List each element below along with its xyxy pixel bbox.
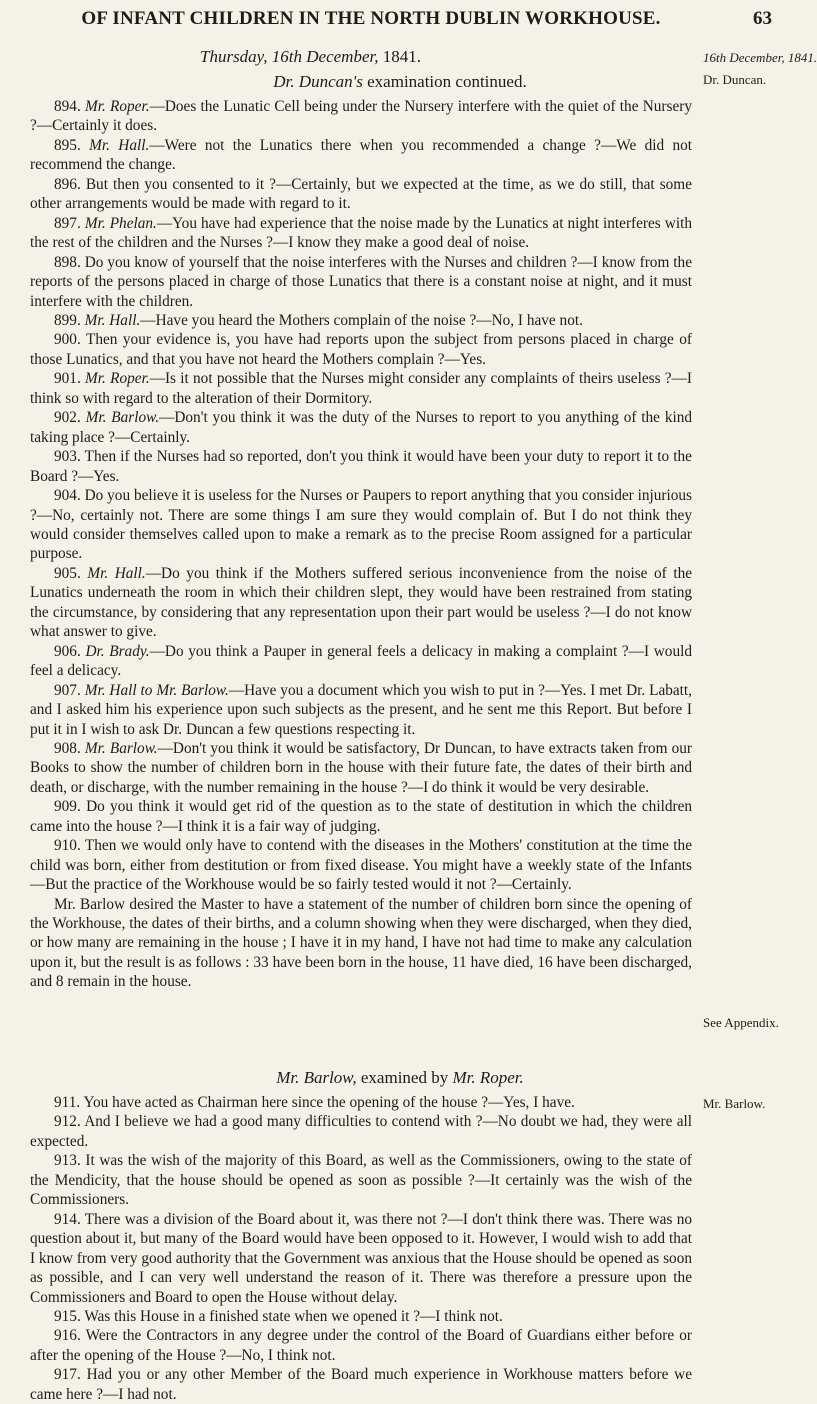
date-year: 1841. — [382, 47, 421, 66]
question-number: 905. — [54, 564, 81, 582]
testimony-text: There was a division of the Board about it, was there not ?—I don't think there was. There was no question about it, but many of the Board would have been opposed to it. However, I would wish to add that I know from very good authority that the Government was anxious that the House should be opened as soon as possible, and I can very well understand the reason of it. There was therefore a pressure upon the Commissioners and Board to open the House without delay. — [30, 1210, 692, 1306]
question-number: 904. — [54, 487, 81, 505]
testimony-text: —Don't you think it would be satisfactory, Dr Duncan, to have extracts taken from our Books to show the number of children born in the house with their future fate, the dates of their birth and death, or discharge, with the number remaining in the house ?—I do think it would be very desirable. — [30, 739, 692, 796]
question-number: 901. — [54, 370, 81, 388]
question-number: 895. — [54, 136, 81, 154]
testimony-text: —Have you heard the Mothers complain of the noise ?—No, I have not. — [140, 311, 583, 329]
testimony-text: Do you believe it is useless for the Nurses or Paupers to report anything that you consider injurious ?—No, certainly not. There are some things I am sure they would complain of. But I do not think they would consider themselves called upon to make a remark as to the precise Room assigned for a particular purpose. — [30, 487, 692, 563]
question-number: 908. — [54, 739, 81, 757]
speaker-name: Mr. Hall to Mr. Barlow. — [84, 681, 229, 699]
testimony-text: —Were not the Lunatics there when you recommended a change ?—We did not recommend the change. — [30, 136, 693, 174]
testimony-paragraph — [30, 564, 692, 642]
question-number: 898. — [54, 253, 81, 271]
testimony-text: —Don't you think it was the duty of the Nurses to report to you anything of the kind taking place ?—Certainly. — [30, 409, 693, 446]
testimony-paragraph — [30, 214, 692, 253]
testimony-text: But then you consented to it ?—Certainly, but we expected at the time, as we do still, that some other arrangements would be made with regard to it. — [30, 175, 692, 213]
testimony-text: —Do you think a Pauper in general feels a delicacy in making a complaint ?—I would feel a delicacy. — [30, 642, 692, 680]
testimony-paragraph — [30, 253, 692, 311]
testimony-paragraph — [30, 1326, 692, 1365]
testimony-paragraph — [30, 447, 692, 486]
speaker-name: Mr. Hall. — [89, 136, 150, 154]
testimony-text: Do you think it would get rid of the question as to the state of destitution in which the children came into the house ?—I think it is a fair way of judging. — [30, 798, 693, 835]
speaker-name: Dr. Brady. — [85, 642, 150, 660]
speaker-name: Mr. Hall. — [87, 564, 146, 582]
question-number: 910. — [54, 837, 81, 855]
testimony-block-b — [30, 1093, 692, 1404]
testimony-paragraph — [30, 681, 692, 739]
testimony-text: And I believe we had a good many difficulties to contend with ?—No doubt we had, they were all expected. — [30, 1113, 692, 1150]
testimony-paragraph — [30, 836, 692, 894]
marginal-see-appendix: See Appendix. — [703, 1015, 779, 1030]
testimony-text: Do you know of yourself that the noise interferes with the Nurses and children ?—I know from the reports of the persons placed in charge of those Lunatics that there is a constant noise at night, and it must interfere with the children. — [30, 253, 692, 310]
testimony-paragraph — [30, 1210, 692, 1307]
question-number: 912. — [54, 1113, 81, 1131]
question-number: 899. — [54, 311, 81, 329]
date-weekday: Thursday, — [200, 47, 268, 66]
subheading-rest: examination continued. — [367, 72, 527, 91]
testimony-text: Then we would only have to contend with the diseases in the Mothers' constitution at the time the child was born, either from destitution or from fixed disease. You might have a weekly state of the Infants—But the practice of the Workhouse would be so fairly tested would it not ?—Certainly. — [30, 837, 692, 894]
subheading-barlow — [0, 1068, 800, 1088]
marginal-witness-duncan: Dr. Duncan. — [703, 72, 767, 87]
running-title: OF INFANT CHILDREN IN THE NORTH DUBLIN WORKHOUSE. — [81, 8, 661, 29]
subheading-continued — [0, 72, 800, 92]
testimony-text: —Does the Lunatic Cell being under the Nursery interfere with the quiet of the Nursery ?—Certainly it does. — [30, 98, 692, 135]
speaker-name: Mr. Hall. — [84, 311, 141, 329]
testimony-paragraph — [30, 1365, 692, 1404]
testimony-text: —Have you a document which you wish to put in ?—Yes. I met Dr. Labatt, and I asked him his experience upon such subjects as the present, and he sent me this Report. But before I put it in I wish to ask Dr. Duncan a few questions respecting it. — [30, 681, 692, 738]
testimony-paragraph — [30, 136, 692, 175]
page-number: 63 — [753, 8, 772, 29]
testimony-paragraph — [30, 797, 692, 836]
question-number: 907. — [54, 681, 81, 699]
testimony-paragraph — [30, 311, 692, 330]
question-number: 914. — [54, 1210, 81, 1228]
speaker-name: Mr. Barlow. — [84, 739, 158, 757]
subheading-barlow-mid: examined by — [360, 1068, 449, 1087]
testimony-text: —You have had experience that the noise made by the Lunatics at night interferes with the rest of the children and the Nurses ?—I know they make a good deal of noise. — [30, 214, 692, 252]
testimony-paragraph — [30, 330, 692, 369]
testimony-text: Then if the Nurses had so reported, don't you think it would have been your duty to report it to the Board ?—Yes. — [30, 448, 692, 485]
testimony-paragraph — [30, 1112, 692, 1151]
running-head — [30, 8, 772, 32]
question-number: 896. — [54, 175, 81, 193]
testimony-text: —Do you think if the Mothers suffered serious inconvenience from the noise of the Lunatics underneath the room in which their children slept, they would have been restrained from stating the circumstance, by considering that any representation upon their part would be useless ?—I do not know what answer to give. — [30, 564, 693, 641]
question-number: 911. — [54, 1094, 81, 1111]
testimony-paragraph — [30, 369, 692, 408]
speaker-name: Mr. Phelan. — [84, 214, 157, 232]
speaker-name: Mr. Roper. — [85, 370, 150, 388]
testimony-paragraph — [30, 486, 692, 564]
marginal-witness-barlow: Mr. Barlow. — [703, 1096, 766, 1111]
question-number: 894. — [54, 98, 81, 115]
question-number: 917. — [54, 1366, 81, 1384]
speaker-name: Mr. Barlow. — [85, 409, 160, 427]
question-number: 915. — [54, 1307, 81, 1325]
subheading-barlow-witness: Mr. Barlow, — [276, 1068, 357, 1087]
testimony-text: Had you or any other Member of the Board much experience in Workhouse matters before we came here ?—I had not. — [30, 1366, 693, 1403]
testimony-text: Was this House in a finished state when we opened it ?—I think not. — [84, 1307, 503, 1325]
question-number: 906. — [54, 642, 81, 660]
date-day-month: 16th December, — [271, 47, 379, 66]
speaker-name: Mr. Roper. — [85, 98, 150, 115]
marginal-date: 16th December, 1841. — [703, 50, 817, 65]
question-number: 909. — [54, 798, 81, 816]
testimony-text: You have acted as Chairman here since the opening of the house ?—Yes, I have. — [83, 1094, 575, 1111]
testimony-paragraph — [30, 1307, 692, 1326]
testimony-block-a — [30, 97, 692, 992]
testimony-paragraph — [30, 408, 692, 447]
testimony-paragraph — [30, 1151, 692, 1209]
question-number: 903. — [54, 448, 81, 466]
question-number: 913. — [54, 1152, 81, 1170]
testimony-paragraph — [30, 642, 692, 681]
date-line — [200, 47, 421, 67]
question-number: 900. — [54, 331, 81, 349]
question-number: 902. — [54, 409, 81, 427]
testimony-paragraph — [30, 97, 692, 136]
subheading-barlow-examiner: Mr. Roper. — [452, 1068, 524, 1087]
testimony-text: It was the wish of the majority of this Board, as well as the Commissioners, owing to the state of the Mendicity, that the house should be opened as soon as possible ?—It certainly was the wish of the Commissioners. — [30, 1152, 692, 1209]
testimony-text: Were the Contractors in any degree under the control of the Board of Guardians either before or after the opening of the House ?—No, I think not. — [30, 1327, 692, 1364]
testimony-text: Mr. Barlow desired the Master to have a statement of the number of children born since the opening of the Workhouse, the dates of their births, and a column showing when they were discharged, when they died, or how many are remaining in the house ; I have it in my hand, I have not had time to make any calculation upon it, but the result is as follows : 33 have been born in the house, 11 have died, 16 have been discharged, and 8 remain in the house. — [30, 895, 692, 991]
testimony-text: Then your evidence is, you have had reports upon the subject from persons placed in charge of those Lunatics, and that you have not heard the Mothers complain ?—Yes. — [30, 331, 692, 368]
testimony-paragraph — [30, 895, 692, 992]
testimony-paragraph — [30, 1093, 692, 1112]
subheading-witness: Dr. Duncan's — [273, 72, 363, 91]
testimony-paragraph — [30, 175, 692, 214]
testimony-paragraph — [30, 739, 692, 797]
testimony-text: —Is it not possible that the Nurses might consider any complaints of theirs useless ?—I think so with regard to the alteration of their Dormitory. — [30, 370, 692, 407]
question-number: 897. — [54, 214, 81, 232]
question-number: 916. — [54, 1327, 81, 1345]
